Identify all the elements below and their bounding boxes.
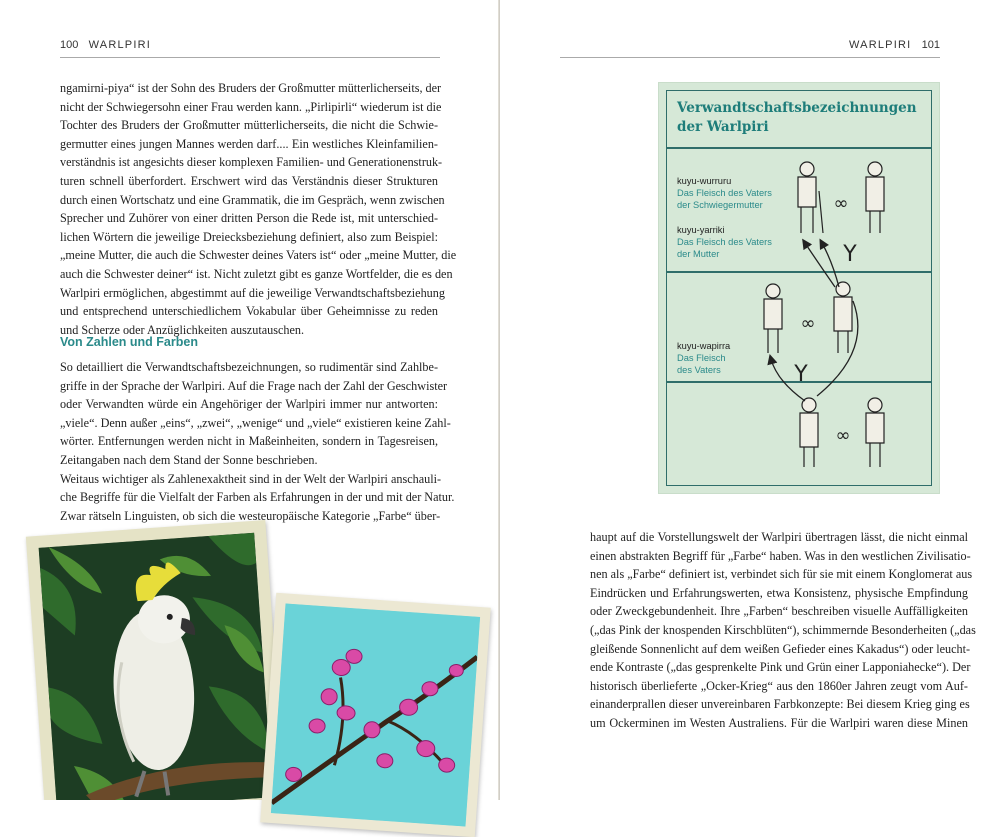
diagram-title-line2: der Warlpiri — [677, 119, 769, 135]
right-running-head — [849, 39, 940, 51]
text-line: haupt auf die Vorstellungswelt der Warlpiri übertragen lässt, die nicht einmal — [590, 530, 968, 544]
kinship-figures-svg — [667, 91, 931, 485]
figure-mother — [834, 282, 852, 353]
term-meaning-line2: der Mutter — [677, 249, 720, 259]
cockatoo-svg — [39, 533, 273, 800]
left-paragraph-2 — [60, 358, 455, 525]
term-word: kuyu-yarriki — [677, 225, 725, 235]
blossom-photo — [260, 593, 491, 837]
text-line: griffe in der Sprache der Warlpiri. Auf die Frage nach der Zahl der Geschwister — [60, 378, 448, 393]
term-meaning-line1: Das Fleisch des Vaters — [677, 188, 772, 198]
term-word: kuyu-wurruru — [677, 176, 732, 186]
term-word: kuyu-wapirra — [677, 341, 731, 351]
figure-grandfather — [798, 162, 823, 233]
text-line: auch die Schwester deiner“ ist. Nicht zuletzt gibt es ganze Wortfelder, die es den — [60, 266, 453, 281]
text-line: Weitaus wichtiger als Zahlenexaktheit sind in der Welt der Warlpiri anschauli- — [60, 471, 442, 486]
text-line: oder Zweckgebundenheit. Ihre „Farben“ beschreiben visuelle Auffälligkeiten — [590, 604, 968, 619]
text-line: „viele“. Denn außer „eins“, „zwei“, „wenige“ und „viele“ existieren keine Zahl- — [60, 415, 451, 430]
kinship-diagram — [658, 82, 940, 494]
left-running-title: WARLPIRI — [88, 39, 151, 51]
text-line: Eindrücken und Erfahrungswerten, etwa Konsistenz, physische Empfindung — [590, 585, 968, 600]
text-line: Sprecher und Zuhörer von einer dritten Person die Rede ist, mit unterschied- — [60, 211, 438, 226]
term-meaning-line1: Das Fleisch des Vaters — [677, 237, 772, 247]
branch-symbol-1: Y — [843, 242, 857, 267]
kinship-diagram-frame — [666, 90, 932, 486]
figure-daughter — [800, 398, 818, 467]
text-line: historisch überlieferte „Ocker-Krieg“ aus den 1860er Jahren zeugt vom Auf- — [590, 678, 968, 693]
figure-son — [866, 398, 884, 467]
term-meaning-line1: Das Fleisch — [677, 353, 726, 363]
text-line: einanderprallen dieser unvereinbaren Farbkonzepte: Bei diesem Krieg ging es — [590, 697, 970, 712]
section-subheading: Von Zahlen und Farben — [60, 335, 198, 349]
text-line: Warlpiri ermöglichen, abgestimmt auf die jeweilige Verwandtschaftsbeziehung — [60, 285, 445, 300]
text-line: nicht der Schwiegersohn einer Frau werden kann. „Pirlipirli“ wiederum ist die — [60, 99, 442, 114]
marriage-symbol-2: ∞ — [800, 313, 816, 334]
term-meaning-line2: des Vaters — [677, 365, 721, 375]
text-line: durch einen Wortschatz und eine Grammatik, die im Gespräch, wenn zwischen — [60, 192, 445, 207]
left-running-head — [60, 39, 151, 51]
text-line: wörter. Entfernungen werden nicht in Maßeinheiten, sondern in Tagesreisen, — [60, 434, 438, 449]
text-line: Tochter des Bruders der Großmutter mütterlicherseits, die nicht die Schwie- — [60, 118, 438, 133]
text-line: ende Kontraste („das gesprenkelte Pink und Grün einer Lapponiahecke“). Der — [590, 660, 971, 675]
text-line: „meine Mutter, die auch die Schwester deines Vaters ist“ oder „meine Mutter, die — [60, 248, 457, 263]
right-paragraph — [590, 528, 976, 733]
left-page-number: 100 — [60, 39, 79, 51]
text-line: und entsprechend unterschiedlichem Vokabular über Geheimnisse zu reden — [60, 304, 438, 319]
right-header-rule — [560, 57, 940, 58]
cockatoo-photo — [26, 520, 286, 800]
blossom-svg — [271, 603, 480, 826]
text-line: Zeitangaben nach dem Stand der Sonne beschrieben. — [60, 452, 318, 467]
text-line: verständnis ist angesichts dieser komplexen Familien- und Generationenstruk- — [60, 155, 443, 170]
marriage-symbol-1: ∞ — [833, 193, 849, 214]
marriage-symbol-3: ∞ — [835, 425, 851, 446]
text-line: Zwar rätseln Linguisten, ob sich die westeuropäische Kategorie „Farbe“ über- — [60, 508, 441, 523]
text-line: So detailliert die Verwandtschaftsbezeichnungen, so rudimentär sind Zahlbe- — [60, 360, 438, 374]
text-line: („das Pink der knospenden Kirschblüten“), schimmernde Besonderheiten („das — [590, 622, 976, 637]
text-line: gleißende Sonnenlicht auf dem weißen Gefieder eines Kakadus“) oder leucht- — [590, 641, 971, 656]
figure-father — [764, 284, 782, 353]
right-page — [500, 0, 1000, 800]
cockatoo-illustration — [39, 533, 273, 800]
text-line: lichen Wörtern die jeweilige Dreiecksbeziehung definiert, also zum Beispiel: — [60, 229, 438, 244]
text-line: che Begriffe für die Vielfalt der Farben als Erfahrungen in der und mit der Natur. — [60, 490, 455, 505]
right-running-title: WARLPIRI — [849, 39, 912, 51]
text-line: und Scherze oder Anzüglichkeiten auszutauschen. — [60, 322, 304, 337]
text-line: oder Verwandten würde ein Angehöriger der Warlpiri immer nur antworten: — [60, 397, 438, 412]
left-paragraph-1 — [60, 79, 457, 339]
branch-symbol-2: Y — [794, 362, 808, 387]
term-meaning-line2: der Schwiegermutter — [677, 200, 763, 210]
right-page-number: 101 — [921, 39, 940, 51]
text-line: einen abstrakten Begriff für „Farbe“ haben. Was in den westlichen Zivilisatio- — [590, 548, 971, 563]
figure-grandmother — [866, 162, 884, 233]
text-line: nen als „Farbe“ definiert ist, verbindet sich für sie mit einem Konglomerat aus — [590, 567, 973, 582]
text-line: um Ockerminen im Westen Australiens. Für die Warlpiri waren diese Minen — [590, 715, 968, 730]
diagram-title-line1: Verwandtschaftsbezeichnungen — [677, 100, 917, 116]
text-line: turen schnell überfordert. Erschwert wird das Verständnis dieser Strukturen — [60, 173, 438, 188]
blossom-illustration — [271, 603, 480, 826]
text-line: germutter eines jungen Mannes werden darf.... Ein westliches Kleinfamilien- — [60, 136, 438, 151]
text-line: ngamirni-piya“ ist der Sohn des Bruders der Großmutter mütterlicherseits, der — [60, 81, 442, 95]
left-header-rule — [60, 57, 440, 58]
